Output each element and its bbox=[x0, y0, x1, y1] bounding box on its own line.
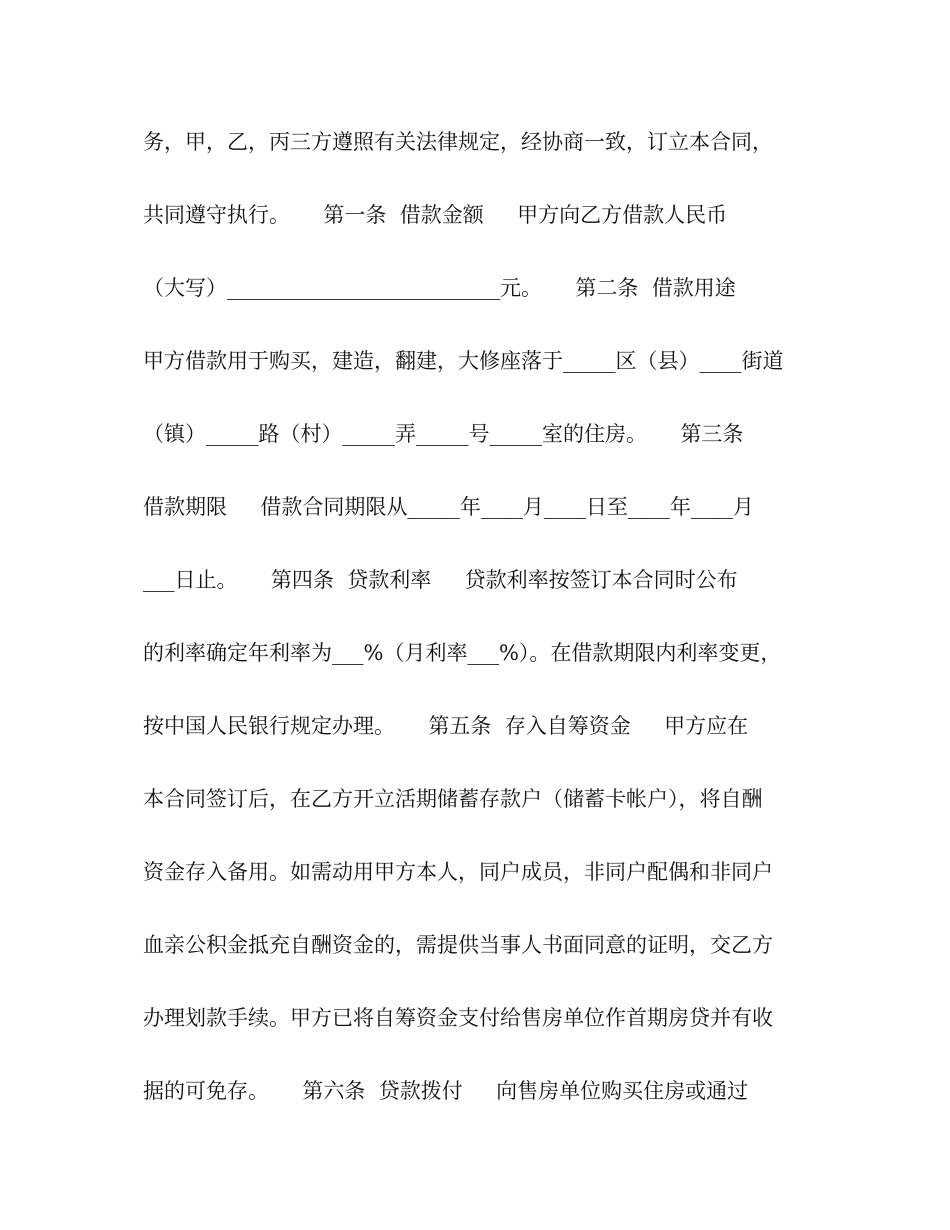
body-text-line: 按中国人民银行规定办理。 第五条 存入自筹资金 甲方应在 bbox=[143, 714, 749, 738]
body-text-line: 据的可免存。 第六条 贷款拨付 向售房单位购买住房或通过 bbox=[143, 1079, 749, 1103]
body-text-line: 的利率确定年利率为___%（月利率___%）。在借款期限内利率变更， bbox=[143, 641, 782, 665]
body-text-line: 本合同签订后，在乙方开立活期储蓄存款户（储蓄卡帐户），将自酬 bbox=[143, 787, 763, 811]
body-text-line: 共同遵守执行。 第一条 借款金额 甲方向乙方借款人民币 bbox=[143, 203, 728, 227]
body-text-line: 办理划款手续。甲方已将自筹资金支付给售房单位作首期房贷并有收 bbox=[143, 1006, 773, 1030]
body-text-line: 资金存入备用。如需动用甲方本人，同户成员，非同户配偶和非同户 bbox=[143, 860, 773, 884]
body-text-line: ___日止。 第四条 贷款利率 贷款利率按签订本合同时公布 bbox=[143, 568, 738, 592]
body-text-line: （镇）_____路（村）_____弄_____号_____室的住房。 第三条 bbox=[143, 422, 744, 446]
body-text-line: 血亲公积金抵充自酬资金的，需提供当事人书面同意的证明，交乙方 bbox=[143, 933, 773, 957]
body-text-line: （大写）__________________________元。 第二条 借款用途 bbox=[143, 276, 736, 300]
body-text-line: 借款期限 借款合同期限从_____年____月____日至____年____月 bbox=[143, 495, 754, 519]
body-text-line: 务，甲，乙，丙三方遵照有关法律规定，经协商一致，订立本合同， bbox=[143, 130, 773, 154]
body-text-line: 甲方借款用于购买，建造，翻建，大修座落于_____区（县）____街道 bbox=[143, 349, 784, 373]
